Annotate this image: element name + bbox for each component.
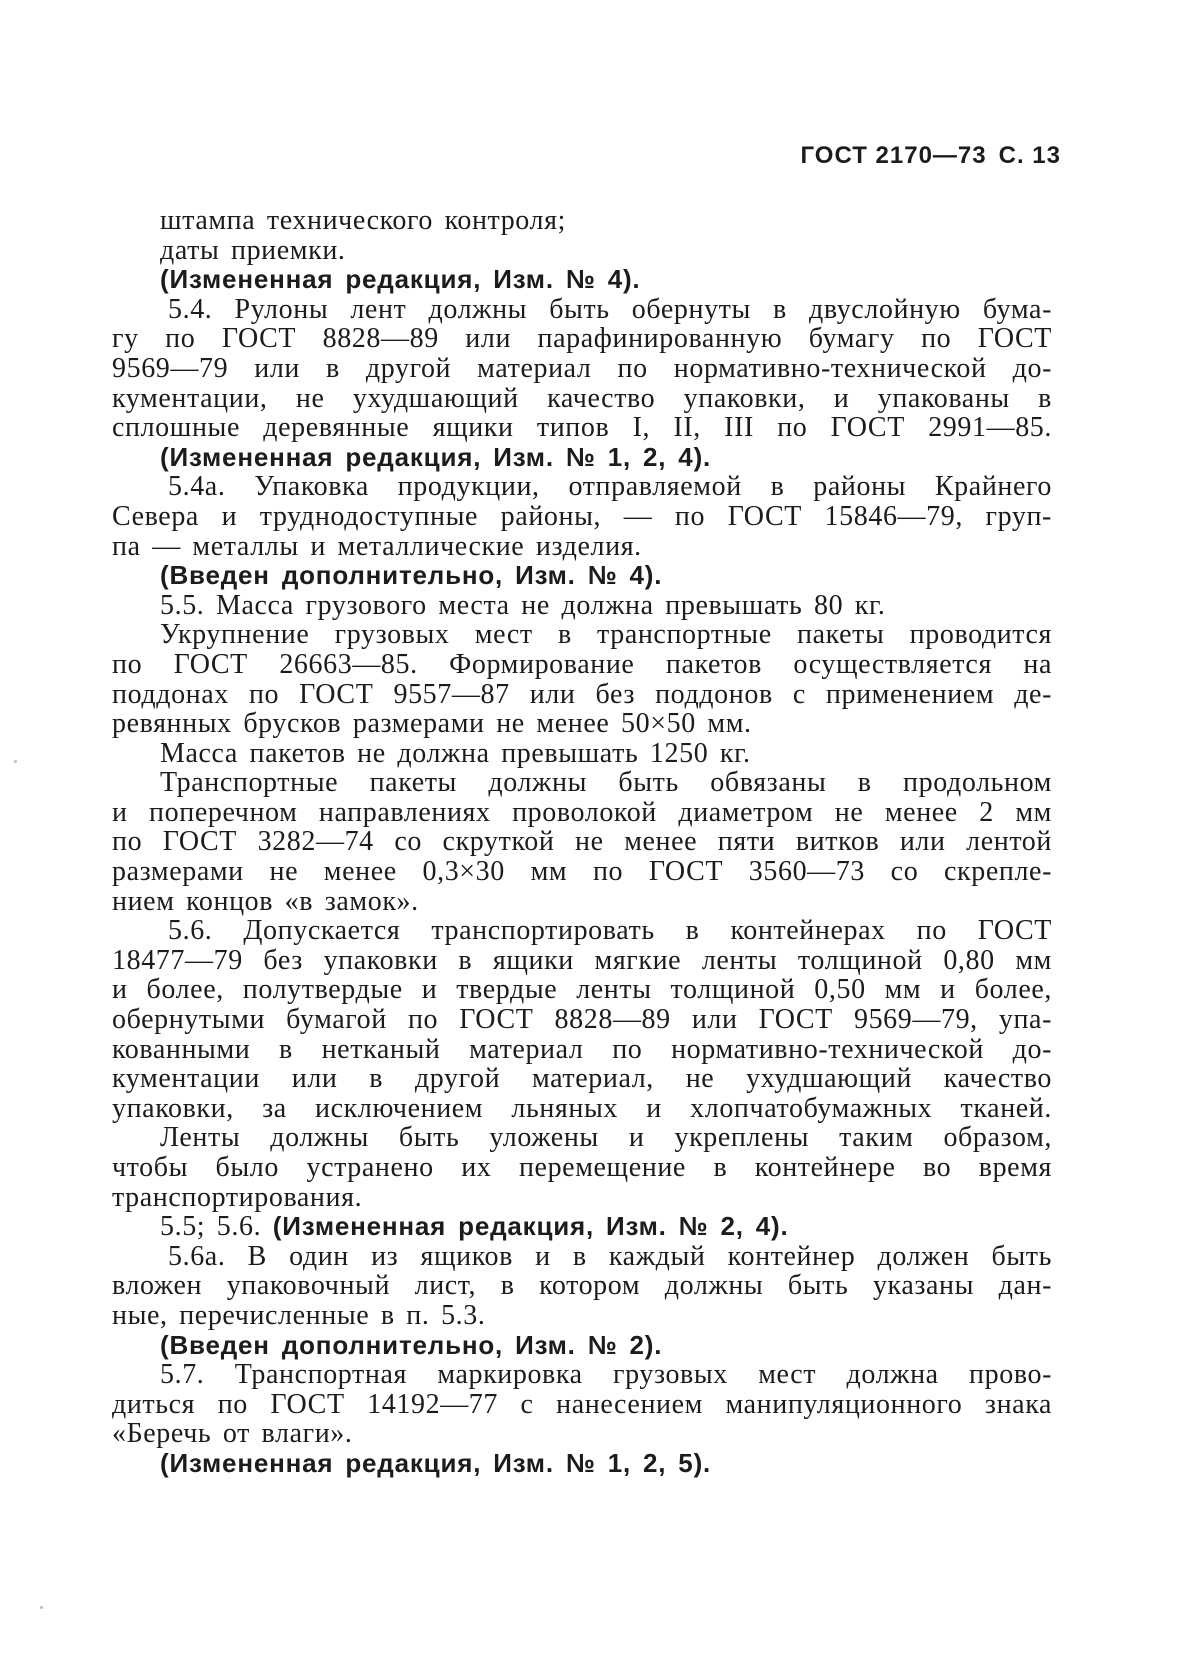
amendment-note: (Введен дополнительно, Изм. № 4).	[160, 561, 663, 591]
amendment-note: (Измененная редакция, Изм. № 1, 2, 4).	[160, 442, 712, 472]
clause-5-4a: 5.4а. Упаковка продукции, отправляемой в районы Крайнего	[168, 472, 1052, 502]
text-line: по ГОСТ 26663—85. Формирование пакетов осуществляется на	[112, 649, 1052, 680]
amendment-note: (Измененная редакция, Изм. № 1, 2, 5).	[160, 1448, 712, 1478]
text-line: по ГОСТ 3282—74 со скруткой не менее пяти витков или лентой	[112, 827, 1052, 858]
text-line: гу по ГОСТ 8828—89 или парафинированную бумагу по ГОСТ	[112, 324, 1052, 354]
clause-5-7: 5.7. Транспортная маркировка грузовых мест должна прово-	[160, 1360, 1052, 1390]
document-number: ГОСТ 2170—73	[800, 142, 987, 169]
amendment-note: (Измененная редакция, Изм. № 4).	[160, 265, 641, 295]
amendment-note: (Введен дополнительно, Изм. № 2).	[160, 1330, 663, 1360]
text-line: Масса пакетов не должна превышать 1250 кг.	[160, 738, 751, 769]
text-line: и поперечном направлениях проволокой диаметром не менее 2 мм	[112, 797, 1052, 828]
page-number: С. 13	[998, 142, 1061, 169]
clause-5-6a: 5.6а. В один из ящиков и в каждый контейнер должен быть	[168, 1241, 1052, 1272]
text-line: Севера и труднодоступные районы, — по ГОСТ 15846—79, груп-	[112, 501, 1052, 532]
text-line: вложен упаковочный лист, в котором должны быть указаны дан-	[112, 1271, 1052, 1301]
page-header	[801, 142, 1061, 170]
text-line: ревянных брусков размерами не менее 50×50 мм.	[112, 709, 752, 739]
text-line: Ленты должны быть уложены и укреплены таким образом,	[160, 1123, 1052, 1153]
text-line: чтобы было устранено их перемещение в контейнере во время	[112, 1153, 1052, 1183]
text-line: поддонах по ГОСТ 9557—87 или без поддонов с применением де-	[112, 679, 1052, 710]
amendment-note	[112, 1212, 1052, 1242]
clause-5-4: 5.4. Рулоны лент должны быть обернуты в двуслойную бума-	[168, 294, 1052, 325]
text-line: Укрупнение грузовых мест в транспортные пакеты проводится	[160, 620, 1052, 650]
text-line: размерами не менее 0,3×30 мм по ГОСТ 3560—73 со скрепле-	[112, 857, 1052, 887]
text-line: 18477—79 без упаковки в ящики мягкие ленты толщиной 0,80 мм	[112, 945, 1052, 976]
text-line: кументации или в другой материал, не ухудшающий качество	[112, 1064, 1052, 1094]
clause-ref: 5.5; 5.6.	[160, 1212, 262, 1242]
text-line: транспортирования.	[112, 1182, 363, 1213]
text-line: упаковки, за исключением льняных и хлопчатобумажных тканей.	[112, 1093, 1052, 1124]
scan-speck	[14, 760, 17, 763]
text-line: па — металлы и металлические изделия.	[112, 531, 642, 562]
text-line: штампа технического контроля;	[160, 206, 566, 236]
amendment-bold: (Измененная редакция, Изм. № 2, 4).	[272, 1212, 789, 1242]
text-line: Транспортные пакеты должны быть обвязаны в продольном	[160, 768, 1052, 798]
body-text	[112, 206, 1052, 1479]
text-line: кованными в нетканый материал по нормативно-технической до-	[112, 1034, 1052, 1065]
clause-5-6: 5.6. Допускается транспортировать в контейнерах по ГОСТ	[168, 916, 1052, 946]
text-line: обернутыми бумагой по ГОСТ 8828—89 или ГОСТ 9569—79, упа-	[112, 1005, 1052, 1035]
text-line: 9569—79 или в другой материал по нормативно-технической до-	[112, 353, 1052, 384]
text-line: «Беречь от влаги».	[112, 1419, 353, 1449]
text-line: ные, перечисленные в п. 5.3.	[112, 1300, 486, 1331]
text-line: диться по ГОСТ 14192—77 с нанесением манипуляционного знака	[112, 1389, 1052, 1420]
text-line: сплошные деревянные ящики типов I, II, III по ГОСТ 2991—85.	[112, 413, 1052, 443]
text-line: кументации, не ухудшающий качество упаковки, и упакованы в	[112, 383, 1052, 414]
text-line: нием концов «в замок».	[112, 886, 419, 917]
text-line: даты приемки.	[160, 235, 346, 266]
text-line: и более, полутвердые и твердые ленты толщиной 0,50 мм и более,	[112, 975, 1052, 1006]
scan-speck	[40, 1606, 43, 1609]
clause-5-5: 5.5. Масса грузового места не должна превышать 80 кг.	[160, 590, 886, 621]
